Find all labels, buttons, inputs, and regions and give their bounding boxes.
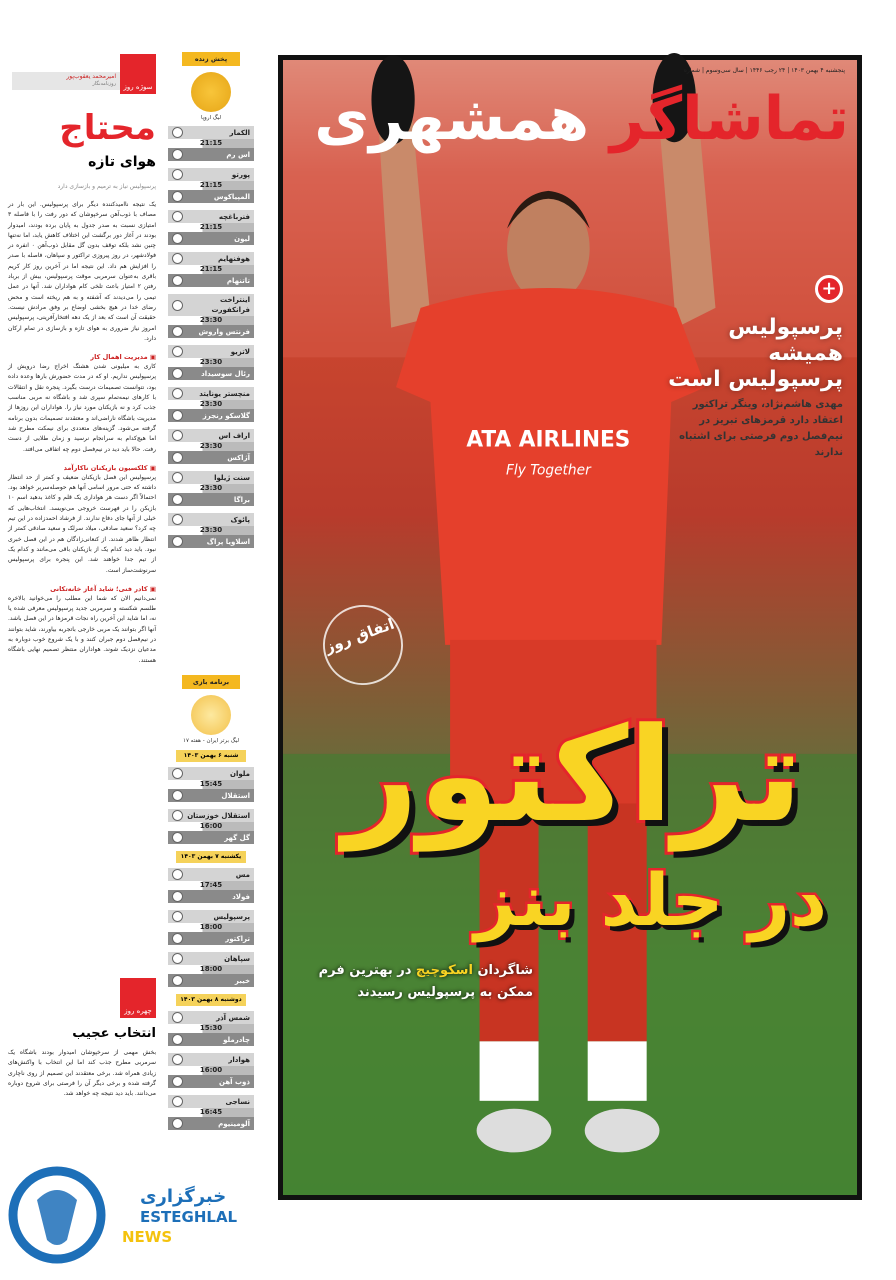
team-away bbox=[168, 409, 254, 422]
team-home bbox=[168, 952, 254, 965]
team-name: اس رم bbox=[226, 150, 250, 159]
author-name: امیرمحمد یعقوب‌پور bbox=[66, 73, 116, 80]
match-time: 15:30 bbox=[168, 1024, 254, 1033]
match-day-date: شنبه ۶ بهمن ۱۴۰۳ bbox=[176, 750, 246, 762]
team-name: سپاهان bbox=[224, 954, 250, 963]
column-article bbox=[8, 50, 156, 1270]
team-crest-icon bbox=[172, 452, 183, 463]
team-home bbox=[168, 910, 254, 923]
team-away bbox=[168, 190, 254, 203]
main-headline-line2: در جلد بنز bbox=[474, 858, 827, 942]
europa-league-trophy-icon bbox=[191, 72, 231, 112]
team-crest-icon bbox=[172, 494, 183, 505]
team-name: چادرملو bbox=[223, 1035, 250, 1044]
team-crest-icon bbox=[172, 388, 183, 399]
match-row bbox=[168, 168, 254, 203]
team-away bbox=[168, 148, 254, 161]
team-crest-icon bbox=[172, 275, 183, 286]
shirt-slogan: Fly Together bbox=[506, 462, 591, 479]
team-away bbox=[168, 493, 254, 506]
article-kicker: پرسپولیس نیاز به ترمیم و بازسازی دارد bbox=[57, 183, 156, 190]
author-bar bbox=[12, 72, 120, 90]
match-time: 17:45 bbox=[168, 881, 254, 890]
team-crest-icon bbox=[172, 953, 183, 964]
team-name: ذوب آهن bbox=[219, 1077, 250, 1086]
team-name: هوادار bbox=[228, 1055, 250, 1064]
match-row bbox=[168, 952, 254, 987]
team-name: رئال سوسیداد bbox=[201, 369, 250, 378]
team-name: تراکتور bbox=[225, 934, 250, 943]
team-name: نساجی bbox=[225, 1097, 250, 1106]
match-time: 21:15 bbox=[168, 265, 254, 274]
match-row bbox=[168, 809, 254, 844]
team-crest-icon bbox=[172, 869, 183, 880]
team-name: منچستر یونایتد bbox=[199, 389, 250, 398]
article-body bbox=[8, 200, 156, 666]
team-crest-icon bbox=[172, 1076, 183, 1087]
team-home bbox=[168, 387, 254, 400]
match-row bbox=[168, 910, 254, 945]
team-crest-icon bbox=[172, 472, 183, 483]
match-time: 21:15 bbox=[168, 139, 254, 148]
team-name: اسلاویا پراگ bbox=[206, 537, 250, 546]
team-name: لاتزیو bbox=[230, 347, 250, 356]
team-away bbox=[168, 274, 254, 287]
team-away bbox=[168, 890, 254, 903]
masthead-logo bbox=[314, 84, 849, 154]
match-schedule bbox=[168, 52, 254, 1202]
article2-title: انتخاب عجیب bbox=[72, 1026, 156, 1041]
team-crest-icon bbox=[172, 169, 183, 180]
team-home bbox=[168, 429, 254, 442]
team-crest-icon bbox=[172, 368, 183, 379]
team-home bbox=[168, 126, 254, 139]
match-row bbox=[168, 1053, 254, 1088]
match-row bbox=[168, 1095, 254, 1130]
team-crest-icon bbox=[172, 790, 183, 801]
esteghlal-news-watermark-logo bbox=[12, 1160, 238, 1270]
paragraph: کاری به میلیونی شدن هشتگ اخراج رضا درویش از پرسپولیس نداریم. او که در مدت حضورش بارها وعده داده بود، نتوانست تصمیمات درست بگیرد. پنجره نقل و انتقالات با کارهای نیمه‌تمام سپری شد و باشگاه نه مربی مناسب جذب کرد و نه بازیکنان مورد نیاز را. هواداران این روزها از مدیریت باشگاه ناراضی‌اند و معتقدند تصمیمات بدون برنامه گرفته می‌شود. گزینه‌های متعددی برای نیمکت مطرح شد اما هیچ‌کدام به سرانجام نرسید و زمان طلایی از دست رفت. حالا باید دید در نیم‌فصل دوم چه اتفاقی می‌افتد. bbox=[8, 363, 156, 453]
paragraph: بخش مهمی از سرخپوشان امیدوار بودند باشگاه یک سرمربی مطرح جذب کند اما این انتخاب با واکنش‌های زیادی همراه شد. برخی معتقدند این تصمیم از روی ناچاری گرفته شده و برخی دیگر آن را فرصتی برای شروع دوباره می‌دانند. باید دید نتیجه چه خواهد شد. bbox=[8, 1049, 156, 1098]
team-name: گل گهر bbox=[224, 833, 250, 842]
team-name: اراف اس bbox=[218, 431, 250, 440]
team-home bbox=[168, 252, 254, 265]
team-name: پائوک bbox=[230, 515, 250, 524]
team-away bbox=[168, 232, 254, 245]
team-crest-icon bbox=[172, 346, 183, 357]
team-name: سنت ژیلوا bbox=[214, 473, 250, 482]
team-crest-icon bbox=[172, 191, 183, 202]
paragraph: یک نتیجه ناامیدکننده دیگر برای پرسپولیس. این بار در مصاف با ذوب‌آهن سرخپوشان که دور رفت را با فاصله ۳ امتیازی نسبت به صدر جدول به پایان برده بودند، امیدوار بودند در آغاز دور برگشت این اختلاف کاهش یابد، اما نه‌تنها چنین نشد بلکه توقف بدون گل مقابل ذوب‌آهن ۰ انفره در فولادشهر، در روز پیروزی تراکتور و سپاهان، فاصله با صدر را افزایش هم داد. این نتیجه اما در آخرین روز کار کریم باقری به‌عنوان سرمربی موقت پرسپولیس، بیش از برباد رفتن ۲ امتیاز باعث تلخی کام هواداران شد. آنها در عمل تیمی را می‌دیدند که آشفته و به هم ریخته است و محض رضای خدا در هیچ بخشی اوضاع بر وفق مرادش نیست. حقیقت آن است که بعد از یک دهه افتخارآفرینی، پرسپولیس امروز نیاز ضروری به هوای تازه و بازسازی در تمام ارکان دارد. bbox=[8, 201, 156, 342]
match-row bbox=[168, 513, 254, 548]
team-home bbox=[168, 767, 254, 780]
team-crest-icon bbox=[172, 211, 183, 222]
team-crest-icon bbox=[172, 1012, 183, 1023]
team-home bbox=[168, 809, 254, 822]
league-name: لیگ اروپا bbox=[200, 115, 222, 121]
team-name: فولاد bbox=[232, 892, 250, 901]
issue-dateline: پنجشنبه ۴ بهمن ۱۴۰۳ | ۲۴ رجب ۱۴۴۶ | سال سی‌وسوم | شماره bbox=[683, 67, 845, 74]
team-name: اینتراخت فرانکفورت bbox=[211, 296, 250, 314]
match-time: 18:00 bbox=[168, 965, 254, 974]
article-subtitle: هوای تازه bbox=[88, 154, 156, 170]
main-headline: تراکتور bbox=[343, 699, 803, 851]
team-name: خیبر bbox=[234, 976, 250, 985]
cover-photo-area bbox=[278, 55, 862, 1200]
side-story bbox=[663, 315, 843, 461]
match-row bbox=[168, 345, 254, 380]
match-time: 16:45 bbox=[168, 1108, 254, 1117]
match-time: 15:45 bbox=[168, 780, 254, 789]
deck-text: شاگردان bbox=[477, 963, 533, 978]
section-heading: ▣ مدیریت اهمال کار bbox=[8, 352, 156, 362]
team-name: المپیاکوس bbox=[213, 192, 250, 201]
team-name: تاتنهام bbox=[226, 276, 250, 285]
deck-coach-name: اسکوچیچ bbox=[415, 963, 473, 978]
program-label: برنامه بازی bbox=[182, 675, 240, 689]
team-name: لیون bbox=[234, 234, 250, 243]
team-name: پورتو bbox=[231, 170, 250, 179]
team-away bbox=[168, 1033, 254, 1046]
team-away bbox=[168, 932, 254, 945]
team-crest-icon bbox=[172, 127, 183, 138]
team-crest-icon bbox=[172, 1054, 183, 1065]
league-name: لیگ برتر ایران - هفته ۱۷ bbox=[183, 738, 239, 744]
team-away bbox=[168, 325, 254, 338]
side-deck: مهدی هاشم‌نژاد، وینگر تراکتور اعتقاد دارد قرمزهای تبریز در نیم‌فصل دوم فرصتی برای اشتباه ندارند bbox=[679, 399, 843, 458]
team-crest-icon bbox=[172, 1118, 183, 1129]
team-home bbox=[168, 168, 254, 181]
team-name: الکمار bbox=[229, 128, 250, 137]
team-home bbox=[168, 868, 254, 881]
tag-face-of-day: چهره روز bbox=[120, 978, 156, 1018]
match-row bbox=[168, 868, 254, 903]
team-crest-icon bbox=[172, 810, 183, 821]
match-time: 23:30 bbox=[168, 358, 254, 367]
match-day-date: یکشنبه ۷ بهمن ۱۴۰۳ bbox=[176, 851, 246, 863]
team-crest-icon bbox=[172, 975, 183, 986]
match-time: 23:30 bbox=[168, 484, 254, 493]
team-home bbox=[168, 345, 254, 358]
team-name: گلاسکو رنجرز bbox=[202, 411, 250, 420]
team-crest-icon bbox=[172, 768, 183, 779]
team-home bbox=[168, 471, 254, 484]
deck-text: در بهترین فرم ممکن به پرسپولیس رسیدند bbox=[318, 963, 533, 1000]
match-time: 16:00 bbox=[168, 1066, 254, 1075]
shirt-sponsor: ATA AIRLINES bbox=[466, 427, 631, 453]
team-crest-icon bbox=[172, 149, 183, 160]
team-crest-icon bbox=[172, 326, 183, 337]
team-name: ملوان bbox=[230, 769, 250, 778]
match-row bbox=[168, 126, 254, 161]
team-away bbox=[168, 367, 254, 380]
team-away bbox=[168, 1117, 254, 1130]
team-name: فرنتس واروش bbox=[198, 327, 250, 336]
team-name: هوفنهایم bbox=[217, 254, 250, 263]
team-crest-icon bbox=[172, 832, 183, 843]
medical-cross-icon: + bbox=[815, 275, 843, 303]
team-name: پرسپولیس bbox=[213, 912, 250, 921]
match-row bbox=[168, 471, 254, 506]
match-time: 21:15 bbox=[168, 223, 254, 232]
team-away bbox=[168, 831, 254, 844]
team-home bbox=[168, 513, 254, 526]
match-time: 23:30 bbox=[168, 526, 254, 535]
team-away bbox=[168, 789, 254, 802]
match-time: 16:00 bbox=[168, 822, 254, 831]
match-row bbox=[168, 294, 254, 338]
match-time: 21:15 bbox=[168, 181, 254, 190]
team-name: براگا bbox=[233, 495, 250, 504]
team-name: استقلال bbox=[221, 791, 250, 800]
team-crest-icon bbox=[172, 933, 183, 944]
match-row bbox=[168, 429, 254, 464]
svg-text:NEWS: NEWS bbox=[122, 1228, 173, 1246]
paragraph: پرسپولیس این فصل بازیکنان ضعیف و کمتر از حد انتظار داشته که حتی مرور اسامی آنها هم حوصله‌سربر خواهد بود. احتمالاً اگر دست هر هواداری یک قلم و کاغذ بدهید اسم ۱۰ بازیکن را در فهرست خروجی می‌نویسد. انتخاب‌هایی که خیلی از آنها جای دفاع ندارند. از فرشاد احمدزاده در این تیم چه کرد؟ سعید صادقی، میلاد سرلک و سعید صادقی کمتر از انتظار ظاهر شدند. از کنعانی‌زادگان هم در این فصل خبری نبود. باید دید کدام یک از بازیکنان باقی می‌مانند و کدام یک از تیم جدا خواهند شد. این پنجره برای پرسپولیس سرنوشت‌ساز است. bbox=[8, 473, 156, 574]
team-crest-icon bbox=[172, 430, 183, 441]
masthead-accent: تماشاگر bbox=[609, 84, 849, 154]
team-crest-icon bbox=[172, 1096, 183, 1107]
tag-story-of-day: سوژه روز bbox=[120, 54, 156, 94]
match-row bbox=[168, 387, 254, 422]
match-time: 18:00 bbox=[168, 923, 254, 932]
team-crest-icon bbox=[172, 233, 183, 244]
match-day-date: دوشنبه ۸ بهمن ۱۴۰۳ bbox=[176, 994, 246, 1006]
match-time: 23:30 bbox=[168, 442, 254, 451]
team-crest-icon bbox=[172, 300, 183, 311]
team-crest-icon bbox=[172, 514, 183, 525]
team-crest-icon bbox=[172, 911, 183, 922]
team-name: شمس آذر bbox=[216, 1013, 250, 1022]
svg-text:ESTEGHLAL: ESTEGHLAL bbox=[140, 1208, 238, 1226]
article-title: محتاج bbox=[59, 108, 156, 148]
team-home bbox=[168, 210, 254, 223]
match-time: 23:30 bbox=[168, 400, 254, 409]
author-role: روزنامه‌نگار bbox=[92, 81, 116, 87]
team-crest-icon bbox=[172, 1034, 183, 1045]
match-time: 23:30 bbox=[168, 316, 254, 325]
team-home bbox=[168, 1053, 254, 1066]
team-home bbox=[168, 294, 254, 316]
match-row bbox=[168, 1011, 254, 1046]
team-crest-icon bbox=[172, 410, 183, 421]
side-headline: پرسپولیس همیشه پرسپولیس است bbox=[668, 315, 843, 392]
match-row bbox=[168, 210, 254, 245]
team-home bbox=[168, 1095, 254, 1108]
team-away bbox=[168, 451, 254, 464]
live-broadcast-label: پخش زنده bbox=[182, 52, 240, 66]
persian-gulf-league-logo-icon bbox=[191, 695, 231, 735]
match-row bbox=[168, 252, 254, 287]
team-name: استقلال خوزستان bbox=[187, 811, 250, 820]
team-name: فنرباغچه bbox=[218, 212, 250, 221]
event-of-day-stamp: اتفاق روز bbox=[312, 594, 415, 697]
team-away bbox=[168, 1075, 254, 1088]
team-away bbox=[168, 535, 254, 548]
svg-text:خبرگزاری: خبرگزاری bbox=[140, 1186, 227, 1207]
team-crest-icon bbox=[172, 891, 183, 902]
team-crest-icon bbox=[172, 253, 183, 264]
masthead-name: همشهری bbox=[314, 84, 590, 154]
section-heading: ▣ کادر فنی؛ شاید آغاز خانه‌تکانی bbox=[8, 584, 156, 594]
paragraph: نمی‌دانیم الان که شما این مطلب را می‌خوانید بالاخره طلسم شکسته و سرمربی جدید پرسپولیس معرفی شده یا نه، اما شاید این آخرین راه نجات قرمزها در این فصل باشد. آنها اگر بتوانند یک مربی خارجی باتجربه بیاورند، شاید بتوانند در نیم‌فصل دوم جبران کنند و با یک شروع خوب دوباره به مدعیان نزدیک شوند. هواداران منتظر تصمیم نهایی باشگاه هستند. bbox=[8, 594, 156, 664]
team-name: آژاکس bbox=[227, 453, 250, 462]
team-away bbox=[168, 974, 254, 987]
section-heading: ▣ کلکسیون بازیکنان ناکارآمد bbox=[8, 463, 156, 473]
team-home bbox=[168, 1011, 254, 1024]
team-name: مس bbox=[235, 870, 250, 879]
team-crest-icon bbox=[172, 536, 183, 547]
match-row bbox=[168, 767, 254, 802]
team-name: آلومینیوم bbox=[218, 1119, 250, 1128]
main-deck bbox=[313, 960, 533, 1004]
